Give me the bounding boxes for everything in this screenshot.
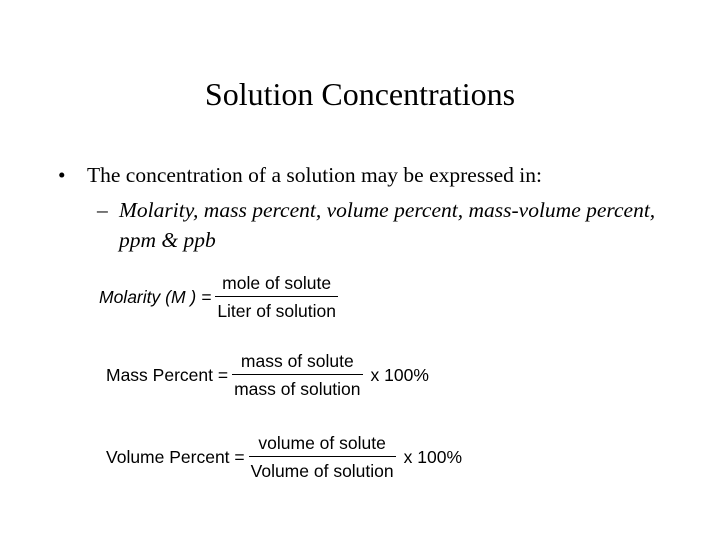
volume-percent-factor: x 100% <box>403 446 463 467</box>
molarity-fraction <box>215 272 338 322</box>
bullet-item <box>58 160 542 190</box>
molarity-equation <box>99 272 342 322</box>
molarity-denominator: Liter of solution <box>215 296 338 322</box>
mass-percent-factor: x 100% <box>370 364 429 385</box>
volume-percent-equation-lhs: Volume Percent = <box>106 446 245 467</box>
volume-percent-equation <box>106 432 462 482</box>
mass-percent-equation-lhs: Mass Percent = <box>106 364 229 385</box>
slide-title: Solution Concentrations <box>204 76 516 112</box>
molarity-numerator: mole of solute <box>222 273 332 293</box>
volume-percent-numerator: volume of solute <box>258 433 386 453</box>
mass-percent-denominator: mass of solution <box>232 374 362 400</box>
sub-bullet-text: Molarity, mass percent, volume percent, mass-volume percent, ppm & ppb <box>119 198 656 252</box>
mass-percent-fraction <box>232 350 362 400</box>
mass-percent-numerator: mass of solute <box>240 351 354 371</box>
volume-percent-denominator: Volume of solution <box>249 456 396 482</box>
bullet-text: The concentration of a solution may be expressed in: <box>87 163 542 187</box>
bullet-marker: • <box>58 163 66 187</box>
sub-bullet-marker: – <box>97 198 108 222</box>
volume-percent-fraction <box>249 432 396 482</box>
molarity-equation-lhs: Molarity (M ) = <box>99 286 212 307</box>
sub-bullet-item <box>97 195 657 255</box>
mass-percent-equation <box>106 350 429 400</box>
